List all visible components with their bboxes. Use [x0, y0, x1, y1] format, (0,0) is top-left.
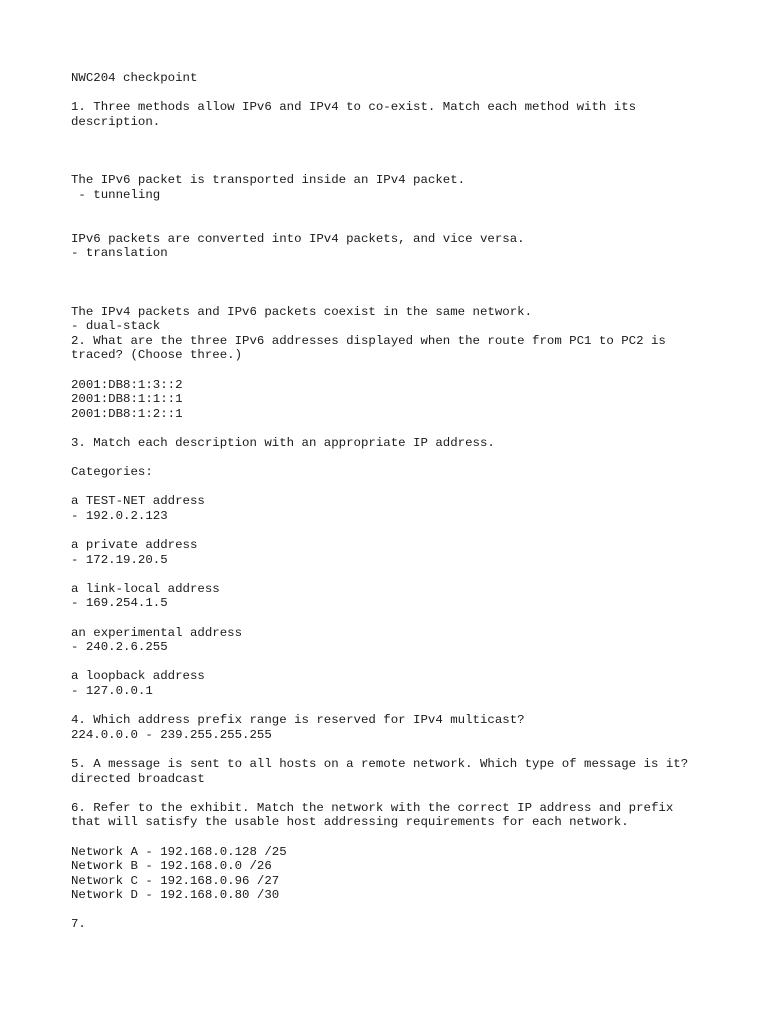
question-2-line-1: 2. What are the three IPv6 addresses displayed when the route from PC1 to PC2 is	[71, 333, 666, 348]
document-page	[71, 71, 731, 932]
q2-answer: 2001:DB8:1:1::1	[71, 392, 183, 407]
question-4: 4. Which address prefix range is reserved for IPv4 multicast?	[71, 713, 525, 728]
spacer	[71, 86, 731, 101]
question-3: 3. Match each description with an appropriate IP address.	[71, 435, 495, 450]
question-1-line-2: description.	[71, 114, 161, 129]
q3-answer: - 169.254.1.5	[71, 596, 168, 611]
q1-description-translation: IPv6 packets are converted into IPv4 packets, and vice versa.	[71, 231, 525, 246]
spacer	[71, 655, 731, 670]
spacer	[71, 129, 731, 173]
q5-answer: directed broadcast	[71, 771, 205, 786]
spacer	[71, 421, 731, 436]
q1-answer-translation: - translation	[71, 246, 168, 261]
question-6-line-2: that will satisfy the usable host addressing requirements for each network.	[71, 815, 629, 830]
q3-answer: - 192.0.2.123	[71, 508, 168, 523]
spacer	[71, 699, 731, 714]
spacer	[71, 903, 731, 918]
q3-categories-label: Categories:	[71, 465, 153, 480]
q1-description-dual-stack: The IPv4 packets and IPv6 packets coexist in the same network.	[71, 304, 533, 319]
q1-answer-dual-stack: - dual-stack	[71, 319, 161, 334]
q3-category: an experimental address	[71, 625, 243, 640]
question-6-line-1: 6. Refer to the exhibit. Match the network with the correct IP address and prefix	[71, 800, 674, 815]
q2-answer: 2001:DB8:1:3::2	[71, 377, 183, 392]
q6-answer: Network A - 192.168.0.128 /25	[71, 844, 287, 859]
q2-answer: 2001:DB8:1:2::1	[71, 406, 183, 421]
q6-answer: Network B - 192.168.0.0 /26	[71, 859, 272, 874]
question-7-number: 7.	[71, 917, 86, 932]
q3-category: a link-local address	[71, 581, 220, 596]
q3-category: a private address	[71, 538, 198, 553]
spacer	[71, 611, 731, 626]
question-1-line-1: 1. Three methods allow IPv6 and IPv4 to co-exist. Match each method with its	[71, 100, 637, 115]
spacer	[71, 480, 731, 495]
spacer	[71, 786, 731, 801]
q6-answer: Network D - 192.168.0.80 /30	[71, 888, 280, 903]
q3-answer: - 240.2.6.255	[71, 640, 168, 655]
q3-category: a loopback address	[71, 669, 205, 684]
q4-answer: 224.0.0.0 - 239.255.255.255	[71, 727, 272, 742]
document-title: NWC204 checkpoint	[71, 71, 198, 85]
q1-description-tunneling: The IPv6 packet is transported inside an IPv4 packet.	[71, 173, 466, 188]
spacer	[71, 742, 731, 757]
q3-answer: - 127.0.0.1	[71, 683, 153, 698]
spacer	[71, 363, 731, 378]
q3-category: a TEST-NET address	[71, 494, 205, 509]
question-5: 5. A message is sent to all hosts on a remote network. Which type of message is it?	[71, 756, 689, 771]
spacer	[71, 261, 731, 305]
q1-answer-tunneling: - tunneling	[71, 187, 161, 202]
spacer	[71, 523, 731, 538]
q6-answer: Network C - 192.168.0.96 /27	[71, 873, 280, 888]
spacer	[71, 202, 731, 231]
question-2-line-2: traced? (Choose three.)	[71, 348, 243, 363]
spacer	[71, 830, 731, 845]
spacer	[71, 450, 731, 465]
q3-answer: - 172.19.20.5	[71, 552, 168, 567]
spacer	[71, 567, 731, 582]
